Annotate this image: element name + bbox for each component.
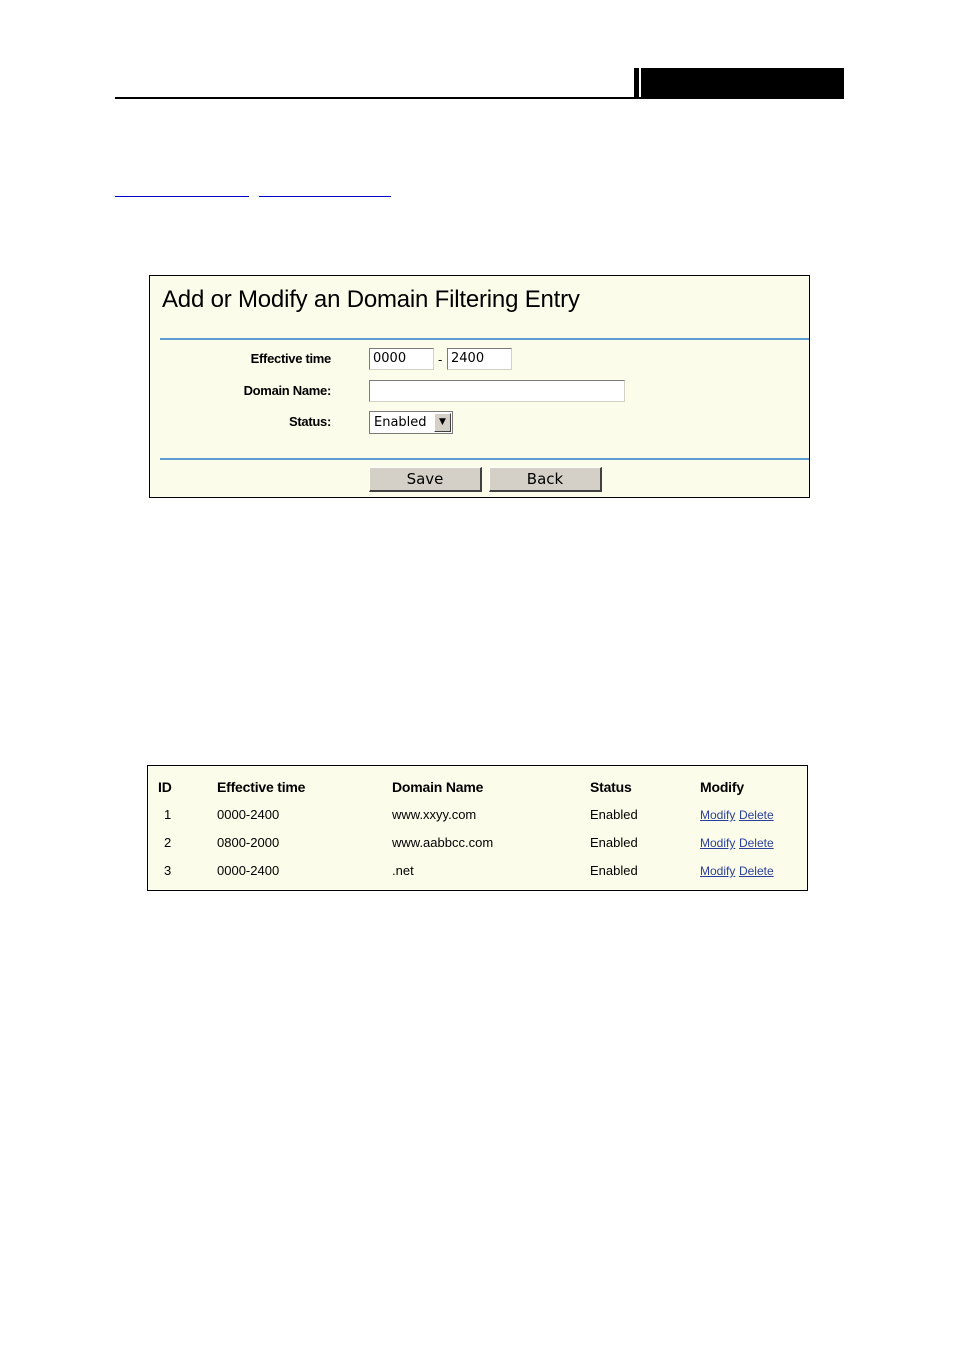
modify-link[interactable]: Modify [700, 808, 736, 822]
modify-link[interactable]: Modify [700, 836, 736, 850]
row-domain-name: www.xxyy.com [392, 807, 477, 822]
header-effective-time: Effective time [217, 779, 306, 795]
cross-reference-link-2[interactable] [259, 196, 391, 197]
cross-reference-link[interactable] [115, 196, 249, 197]
row-effective-time: 0000-2400 [217, 807, 280, 822]
delete-link[interactable]: Delete [738, 808, 774, 822]
delete-link[interactable]: Delete [738, 836, 774, 850]
header-id: ID [158, 779, 172, 795]
row-status: Enabled [590, 835, 638, 850]
header-block [634, 68, 844, 99]
domain-filter-form-panel [149, 275, 810, 498]
modify-link[interactable]: Modify [700, 864, 736, 878]
form-title: Add or Modify an Domain Filtering Entry [162, 286, 580, 313]
delete-link[interactable]: Delete [738, 864, 774, 878]
status-select[interactable] [369, 411, 453, 434]
domain-name-label: Domain Name: [243, 383, 331, 398]
save-button[interactable]: Save [369, 467, 482, 492]
back-button[interactable]: Back [489, 467, 602, 492]
row-status: Enabled [590, 807, 638, 822]
button-divider [160, 458, 809, 460]
header-status: Status [590, 779, 632, 795]
status-select-value: Enabled [374, 415, 427, 430]
end-time-input[interactable]: 2400 [447, 348, 512, 370]
domain-filter-entries-table [147, 765, 808, 891]
time-separator: - [438, 352, 443, 367]
header-domain-name: Domain Name [392, 779, 484, 795]
row-id: 2 [164, 835, 172, 850]
row-id: 3 [164, 863, 172, 878]
row-effective-time: 0800-2000 [217, 835, 280, 850]
header-modify: Modify [700, 779, 744, 795]
chevron-down-icon[interactable]: ▼ [434, 413, 451, 432]
row-effective-time: 0000-2400 [217, 863, 280, 878]
row-domain-name: .net [392, 863, 414, 878]
title-divider [160, 338, 809, 340]
start-time-input[interactable]: 0000 [369, 348, 434, 370]
domain-name-input[interactable] [369, 380, 625, 402]
row-domain-name: www.aabbcc.com [392, 835, 494, 850]
header-rule [115, 97, 844, 99]
effective-time-label: Effective time [250, 351, 331, 366]
status-label: Status: [289, 414, 331, 429]
row-status: Enabled [590, 863, 638, 878]
row-id: 1 [164, 807, 172, 822]
